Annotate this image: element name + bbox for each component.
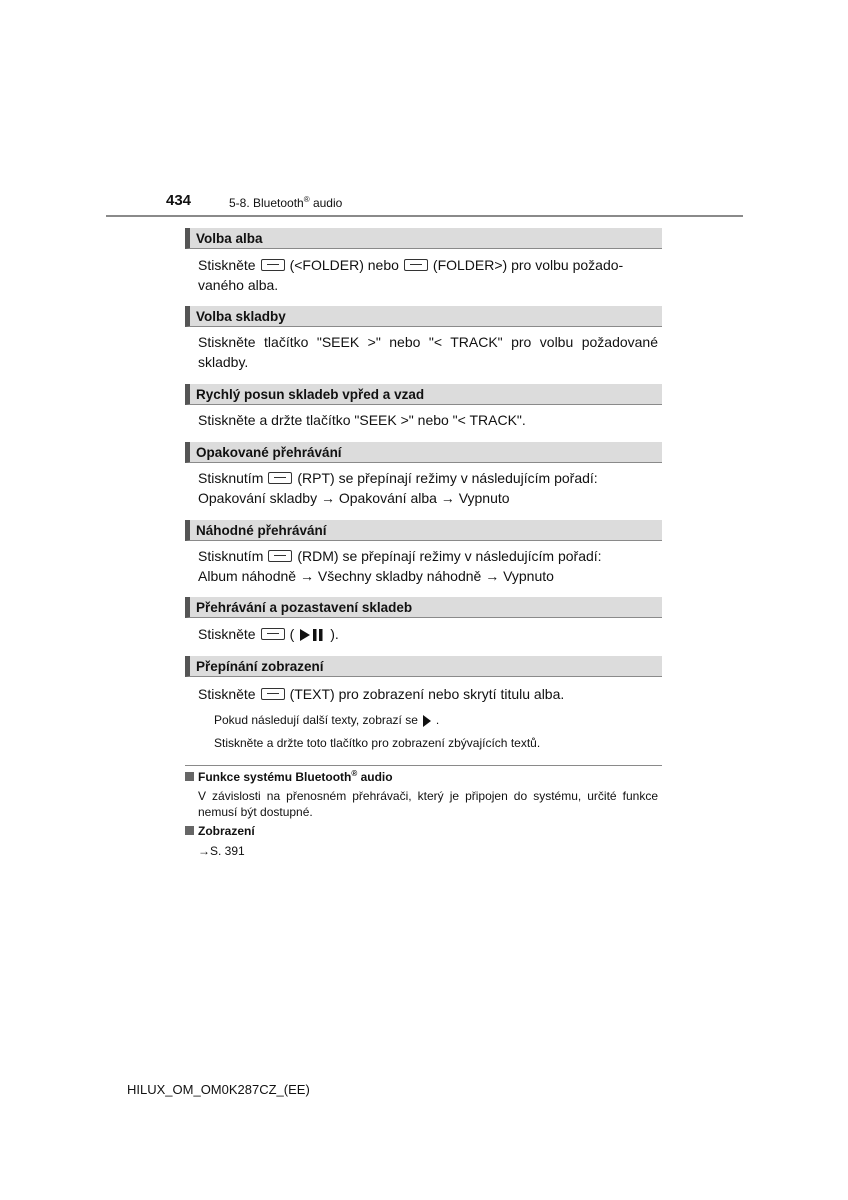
note-heading-display: Zobrazení [185, 824, 255, 838]
section-heading-random: Náhodné přehrávání [185, 520, 662, 541]
play-pause-icon [298, 628, 326, 642]
note-text-display: →S. 391 [198, 844, 245, 858]
section-text-repeat: Stisknutím (RPT) se přepínají režimy v následujícím pořadí: Opakování skladby → Opakování alba → Vypnuto [198, 470, 598, 506]
button-icon [261, 688, 285, 700]
chapter-title: 5-8. Bluetooth® audio [229, 195, 343, 210]
button-icon [268, 550, 292, 562]
header-divider [106, 215, 743, 217]
button-icon [261, 259, 285, 271]
section-heading-track-select: Volba skladby [185, 306, 662, 327]
section-text-album-select: Stiskněte (<FOLDER) nebo (FOLDER>) pro volbu požado- vaného alba. [198, 257, 624, 293]
button-icon [261, 628, 285, 640]
note-text-bluetooth-functions: V závislosti na přenosném přehrávači, který je připojen do systému, určité funkce nemusí být dostupné. [198, 789, 658, 819]
button-icon [404, 259, 428, 271]
section-heading-fast-seek: Rychlý posun skladeb vpřed a vzad [185, 384, 662, 405]
section-text-track-select: Stiskněte tlačítko "SEEK >" nebo "< TRACK" pro volbu požadované skladby. [198, 334, 658, 370]
note-heading-bluetooth-functions: Funkce systému Bluetooth® audio [185, 769, 393, 784]
button-icon [268, 472, 292, 484]
section-heading-repeat: Opakované přehrávání [185, 442, 662, 463]
display-switch-hint-hold: Stiskněte a držte toto tlačítko pro zobrazení zbývajících textů. [214, 736, 541, 750]
section-heading-album-select: Volba alba [185, 228, 662, 249]
notes-divider [185, 765, 662, 766]
display-switch-hint: Pokud následují další texty, zobrazí se . [214, 713, 440, 727]
page-number: 434 [166, 192, 192, 209]
square-bullet-icon [185, 826, 194, 835]
section-text-random: Stisknutím (RDM) se přepínají režimy v následujícím pořadí: Album náhodně → Všechny skladby náhodně → Vypnuto [198, 548, 602, 584]
section-heading-display-switch: Přepínání zobrazení [185, 656, 662, 677]
square-bullet-icon [185, 772, 194, 781]
more-text-arrow-icon [421, 713, 433, 729]
section-heading-play-pause: Přehrávání a pozastavení skladeb [185, 597, 662, 618]
section-text-fast-seek: Stiskněte a držte tlačítko "SEEK >" nebo "< TRACK". [198, 412, 526, 428]
section-text-play-pause: Stiskněte ( ). [198, 626, 339, 642]
section-text-display-switch: Stiskněte (TEXT) pro zobrazení nebo skrytí titulu alba. [198, 686, 565, 702]
document-code: HILUX_OM_OM0K287CZ_(EE) [127, 1082, 310, 1097]
